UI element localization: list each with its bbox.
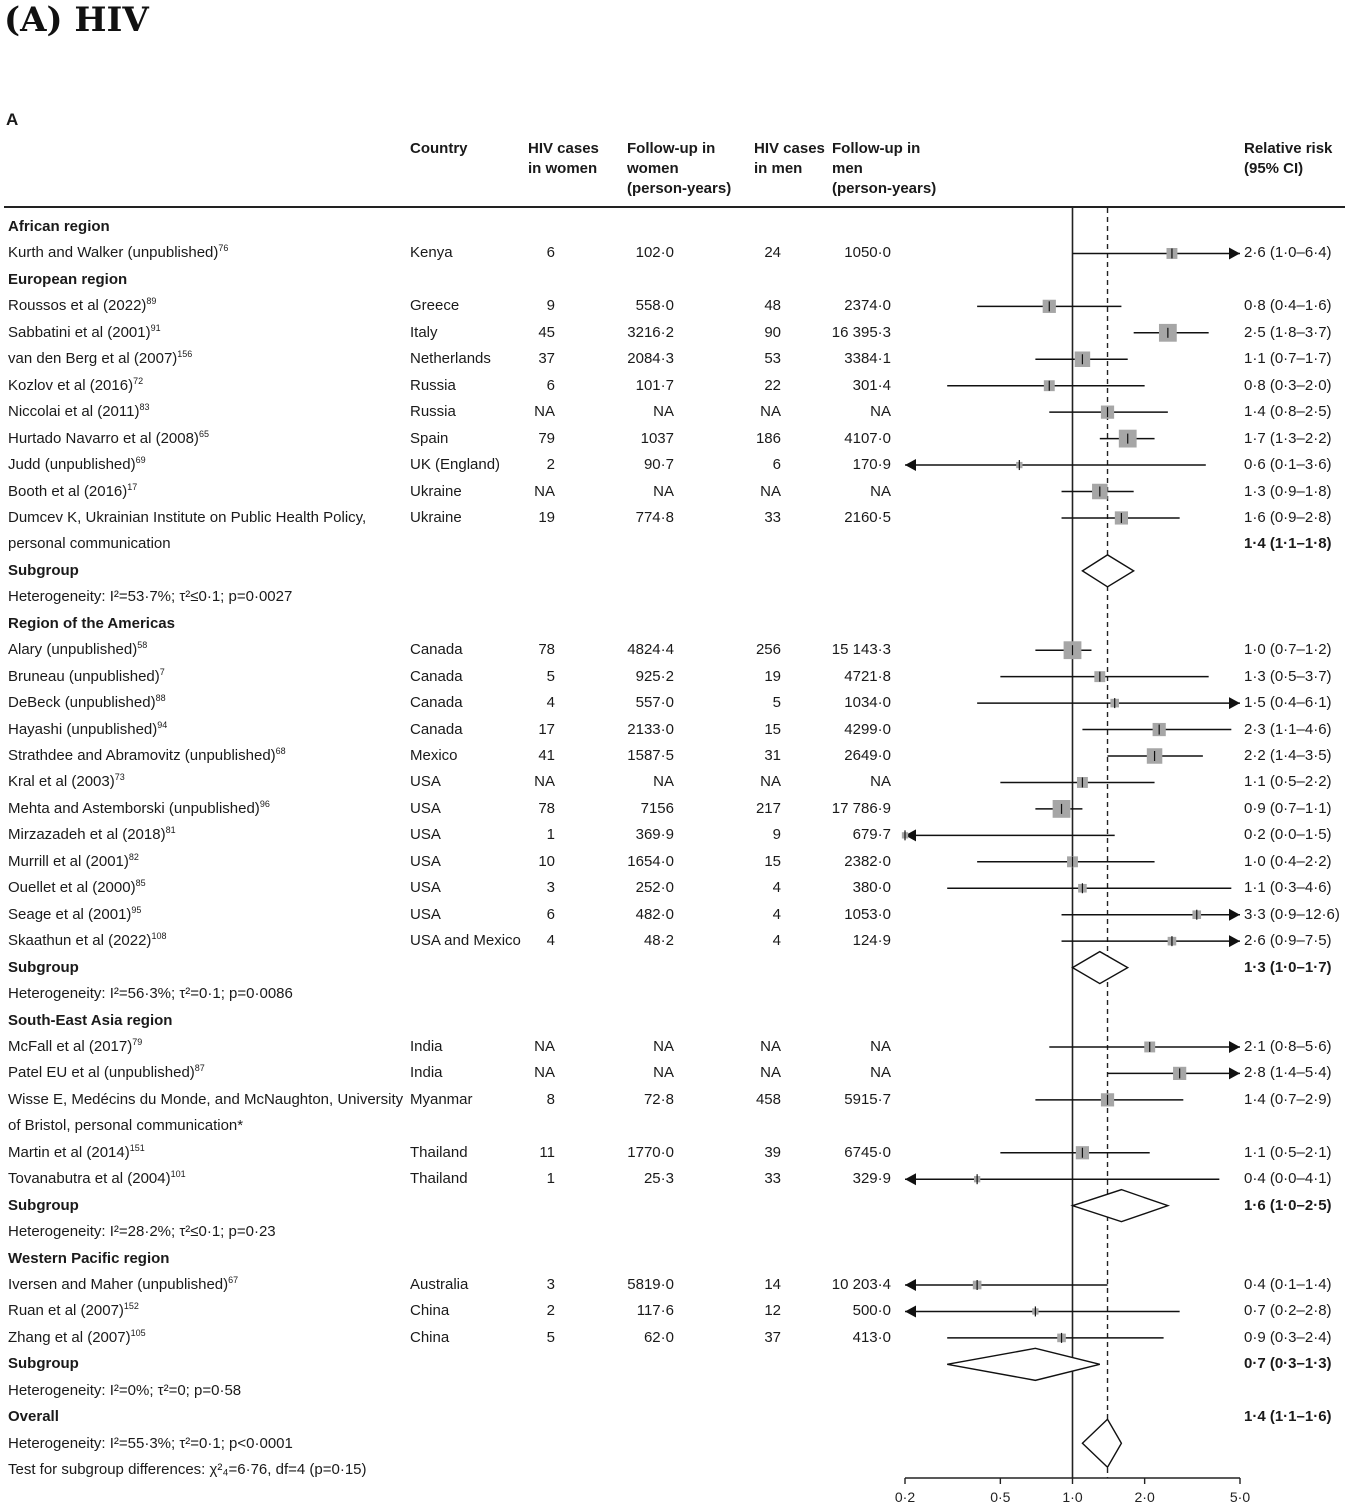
hiv-men-cell-text: 4 [772,879,781,897]
hiv-women-cell-text: 41 [538,747,555,764]
ci-arrow-left [905,1305,916,1317]
followup-women-cell-text: 48·2 [643,932,674,950]
hiv-men-cell-text: 33 [764,1170,781,1188]
relative-risk-cell-text: 2·3 (1·1–4·6) [1244,720,1332,738]
ci-arrow-right [1229,1067,1240,1079]
hiv-women-cell-text: 9 [546,297,555,315]
country-cell-text: USA [410,905,441,923]
country-cell-text: Ukraine [410,508,462,526]
followup-men-cell-text: 380·0 [852,879,891,897]
hiv-women-cell-text: 78 [538,799,555,817]
followup-women-cell-text: 1654·0 [627,852,674,870]
hiv-men-cell-text: 24 [764,244,781,262]
hiv-women-cell-text: 37 [538,350,555,368]
hiv-men-cell-text: 14 [764,1276,781,1293]
hiv-men-cell-text: 31 [764,747,781,764]
followup-women-cell-text: 1587·5 [627,747,674,764]
country-cell-text: USA [410,773,441,791]
subgroup-label-text: Subgroup [8,1355,79,1373]
followup-women-cell-text: 62·0 [643,1328,674,1346]
relative-risk-cell-text: 1·3 (0·5–3·7) [1244,667,1332,685]
followup-women-cell-text: 102·0 [635,244,674,262]
study-name-text: Hurtado Navarro et al (2008) [8,429,199,447]
heterogeneity-text-text: Heterogeneity: I²=0%; τ²=0; p=0·58 [8,1381,242,1399]
country-cell-text: Kenya [410,244,453,262]
relative-risk-cell-text: 1·1 (0·5–2·2) [1244,773,1332,791]
country-cell-text: Russia [410,403,456,421]
study-name-text: McFall et al (2017) [8,1037,133,1055]
study-reference: 79 [132,1036,143,1047]
subgroup-diamond [1082,555,1133,587]
study-reference: 94 [157,719,168,730]
study-reference: 152 [123,1301,139,1312]
study-name-text: Roussos et al (2022) [8,297,147,315]
subgroup-label-text: Subgroup [8,561,79,579]
followup-men-cell-text: 3384·1 [844,350,891,368]
followup-men-cell-text: 329·9 [852,1170,891,1188]
country-cell-text: Mexico [410,747,458,764]
hiv-women-cell-text: 79 [538,429,555,447]
hiv-women-cell-text: 3 [546,1276,555,1293]
relative-risk-cell-text: 0·6 (0·1–3·6) [1244,456,1332,474]
country-cell-text: USA [410,879,441,897]
country-cell-text: USA [410,826,441,844]
overall-label-text: Overall [8,1408,59,1426]
panel-letter: A [6,110,19,129]
hiv-men-cell-text: 90 [764,323,781,341]
study-reference: 88 [155,693,166,704]
hiv-women-cell-text: NA [534,773,555,791]
followup-men-cell-text: 2382·0 [844,852,891,870]
study-reference: 101 [170,1169,186,1180]
relative-risk-cell-text: 0·7 (0·2–2·8) [1244,1302,1332,1320]
hiv-men-cell-text: 19 [764,667,781,685]
followup-women-cell-text: NA [653,482,674,500]
study-name-text: Zhang et al (2007) [8,1328,131,1346]
study-name-text: Seage et al (2001) [8,905,132,923]
study-name-text: Strathdee and Abramovitz (unpublished) [8,747,276,764]
ci-arrow-left [905,1279,916,1291]
header-hiv-women: HIV cases in women [528,140,599,177]
relative-risk-cell-text: 0·4 (0·0–4·1) [1244,1170,1332,1188]
country-cell-text: Greece [410,297,460,315]
hiv-women-cell-text: 8 [546,1090,555,1108]
followup-women-cell-text: NA [653,1064,674,1082]
hiv-men-cell-text: 37 [764,1328,781,1346]
study-reference: 67 [228,1275,239,1285]
relative-risk-cell-text: 0·9 (0·7–1·1) [1244,799,1332,817]
hiv-men-cell-text: 15 [764,852,781,870]
country-cell-text: Thailand [410,1170,468,1188]
country-cell-text: China [410,1302,450,1320]
region-heading-text: African region [8,218,110,235]
hiv-women-cell-text: 17 [538,720,555,738]
hiv-men-cell-text: 256 [755,641,781,659]
hiv-women-cell-text: 11 [539,1143,555,1161]
followup-women-cell-text: 90·7 [643,456,674,474]
header-hiv-men: HIV cases in men [754,140,825,177]
followup-men-cell-text: 1053·0 [844,905,891,923]
hiv-men-cell-text: 33 [764,508,781,526]
relative-risk-cell-text: 1·5 (0·4–6·1) [1244,694,1332,712]
followup-men-cell-text: 170·9 [852,456,891,474]
header-relative-risk: Relative risk (95% CI) [1244,140,1333,177]
study-reference: 65 [198,428,209,439]
header-followup-women: Follow-up in women (person-years) [627,140,732,197]
hiv-men-cell-text: 217 [755,799,781,817]
ci-arrow-right [1229,935,1240,947]
followup-men-cell-text: NA [870,403,891,421]
relative-risk-cell-text: 1·4 (0·8–2·5) [1244,403,1332,421]
followup-men-cell-text: 2374·0 [844,297,891,315]
study-reference: 7 [159,666,165,677]
followup-men-cell-text: NA [870,1064,891,1082]
followup-women-cell-text: 7156 [640,799,674,817]
followup-women-cell-text: NA [653,773,674,791]
hiv-men-cell-text: 48 [764,297,781,315]
study-name-text: Dumcev K, Ukrainian Institute on Public Health Policy, [8,508,367,526]
followup-women-cell-text: 558·0 [635,297,674,315]
followup-men-cell-text: 2160·5 [844,508,891,526]
study-name-text: Alary (unpublished) [8,641,138,659]
relative-risk-cell-text: 2·8 (1·4–5·4) [1244,1064,1332,1082]
study-name-text: Mirzazadeh et al (2018) [8,826,166,844]
study-name-continued-text: of Bristol, personal communication* [8,1117,244,1135]
followup-women-cell-text: 557·0 [635,694,674,712]
x-axis-tick-label: 0·5 [990,1489,1011,1505]
heterogeneity-text-text: Heterogeneity: I²=56·3%; τ²=0·1; p=0·0086 [8,985,293,1003]
study-reference: 91 [150,322,161,333]
hiv-women-cell-text: 5 [546,1328,555,1346]
hiv-women-cell-text: NA [534,1037,555,1055]
relative-risk-cell-text: 1·7 (1·3–2·2) [1244,429,1332,447]
followup-women-cell-text: 5819·0 [627,1276,674,1293]
country-cell-text: UK (England) [410,456,501,474]
relative-risk-cell-text: 1·3 (0·9–1·8) [1244,482,1332,500]
hiv-women-cell-text: 6 [546,905,555,923]
header-followup-men: Follow-up in men (person-years) [832,140,937,197]
relative-risk-cell-text: 0·4 (0·1–1·4) [1244,1276,1332,1293]
region-heading-text: European region [8,270,128,288]
study-reference: 156 [177,349,193,360]
hiv-women-cell-text: 5 [546,667,555,685]
followup-men-cell-text: 301·4 [852,376,891,394]
study-name-text: Skaathun et al (2022) [8,932,152,950]
followup-men-cell-text: 679·7 [852,826,891,844]
hiv-men-cell-text: 458 [755,1090,781,1108]
country-cell-text: China [410,1328,450,1346]
hiv-women-cell-text: 2 [546,1302,555,1320]
relative-risk-cell-text: 2·6 (1·0–6·4) [1244,244,1332,262]
subgroup-label-text: Subgroup [8,1196,79,1214]
country-cell-text: Canada [410,720,463,738]
country-cell-text: India [410,1064,443,1082]
country-cell-text: Canada [410,694,463,712]
study-name-text: Kral et al (2003) [8,773,115,791]
study-reference: 68 [275,746,286,756]
hiv-women-cell-text: 2 [546,456,555,474]
hiv-men-cell-text: 5 [772,694,781,712]
subgroup-diamond [947,1348,1100,1380]
study-reference: 58 [137,640,148,651]
hiv-women-cell-text: 4 [546,694,555,712]
study-name-text: Ruan et al (2007) [8,1302,124,1320]
country-cell-text: Canada [410,667,463,685]
subgroup-diamond [1073,952,1128,984]
followup-men-cell-text: 413·0 [852,1328,891,1346]
study-name-text: Iversen and Maher (unpublished) [8,1276,229,1293]
country-cell-text: Italy [410,323,438,341]
followup-women-cell-text: 25·3 [643,1170,674,1188]
study-name-text: Ouellet et al (2000) [8,879,136,897]
hiv-men-cell-text: 4 [772,905,781,923]
study-name-text: Murrill et al (2001) [8,852,129,870]
followup-women-cell-text: 2084·3 [627,350,674,368]
relative-risk-cell-text: 2·5 (1·8–3·7) [1244,323,1332,341]
study-reference: 108 [151,931,167,942]
followup-women-cell-text: 1037 [640,429,674,447]
hiv-men-cell-text: 53 [764,350,781,368]
hiv-women-cell-text: 78 [538,641,555,659]
pooled-relative-risk-text: 1·4 (1·1–1·6) [1244,1408,1332,1426]
country-cell-text: Australia [410,1276,469,1293]
followup-men-cell-text: 124·9 [852,932,891,950]
hiv-women-cell-text: 3 [546,879,555,897]
followup-women-cell-text: 1770·0 [627,1143,674,1161]
ci-arrow-right [1229,1041,1240,1053]
study-name-continued-text: personal communication [8,535,171,553]
country-cell-text: Thailand [410,1143,468,1161]
ci-arrow-right [1229,247,1240,259]
country-cell-text: USA [410,852,441,870]
subgroup-label-text: Subgroup [8,958,79,976]
heterogeneity-text-text: Heterogeneity: I²=53·7%; τ²≤0·1; p=0·0027 [8,588,293,606]
followup-women-cell-text: 101·7 [635,376,674,394]
study-reference: 76 [218,243,229,254]
header-country: Country [410,140,468,157]
study-name-text: Kurth and Walker (unpublished) [8,244,219,262]
study-name-text: Wisse E, Medécins du Monde, and McNaughton, University [8,1090,404,1108]
relative-risk-cell-text: 1·1 (0·5–2·1) [1244,1143,1332,1161]
followup-women-cell-text: 3216·2 [627,323,674,341]
study-reference: 96 [259,798,270,809]
pooled-relative-risk-text: 0·7 (0·3–1·3) [1244,1355,1332,1373]
ci-arrow-right [1229,909,1240,921]
hiv-men-cell-text: 22 [764,376,781,394]
hiv-men-cell-text: NA [760,482,781,500]
hiv-women-cell-text: 4 [546,932,555,950]
hiv-women-cell-text: NA [534,1064,555,1082]
hiv-men-cell-text: 12 [764,1302,781,1320]
x-axis-tick-label: 5·0 [1229,1489,1251,1505]
region-heading-text: Western Pacific region [8,1249,170,1267]
country-cell-text: Ukraine [410,482,462,500]
followup-men-cell-text: 500·0 [852,1302,891,1320]
relative-risk-cell-text: 3·3 (0·9–12·6) [1244,905,1340,923]
x-axis-tick-label: 0·2 [894,1489,916,1505]
relative-risk-cell-text: 0·2 (0·0–1·5) [1244,826,1332,844]
followup-men-cell-text: 1034·0 [844,694,891,712]
hiv-women-cell-text: 45 [538,323,555,341]
relative-risk-cell-text: 1·6 (0·9–2·8) [1244,508,1332,526]
region-heading-text: South-East Asia region [8,1011,173,1029]
hiv-men-cell-text: NA [760,1037,781,1055]
hiv-men-cell-text: 9 [772,826,781,844]
followup-men-cell-text: 1050·0 [844,244,891,262]
study-name-text: Kozlov et al (2016) [8,376,134,394]
hiv-men-cell-text: NA [760,1064,781,1082]
study-reference: 17 [127,481,138,492]
country-cell-text: USA and Mexico [410,932,521,950]
followup-women-cell-text: 4824·4 [627,641,674,659]
hiv-women-cell-text: 10 [538,852,555,870]
relative-risk-cell-text: 1·1 (0·3–4·6) [1244,879,1332,897]
relative-risk-cell-text: 2·2 (1·4–3·5) [1244,747,1332,764]
followup-men-cell-text: 17 786·9 [831,799,891,817]
relative-risk-cell-text: 1·1 (0·7–1·7) [1244,350,1332,368]
ci-arrow-left [905,459,916,471]
overall-diamond [1082,1419,1121,1467]
hiv-men-cell-text: 39 [764,1143,781,1161]
study-name-text: Hayashi (unpublished) [8,720,158,738]
followup-men-cell-text: 15 143·3 [831,641,891,659]
hiv-women-cell-text: 1 [546,826,555,844]
followup-men-cell-text: 4299·0 [844,720,891,738]
followup-men-cell-text: 10 203·4 [831,1276,891,1293]
followup-men-cell-text: 6745·0 [844,1143,891,1161]
study-reference: 72 [133,375,144,386]
followup-women-cell-text: 72·8 [643,1090,674,1108]
study-reference: 81 [165,825,176,836]
followup-men-cell-text: 4107·0 [844,429,891,447]
study-reference: 85 [135,878,146,889]
hiv-men-cell-text: NA [760,403,781,421]
relative-risk-cell-text: 2·1 (0·8–5·6) [1244,1037,1332,1055]
ci-arrow-left [905,1173,916,1185]
study-name-text: DeBeck (unpublished) [8,694,156,712]
country-cell-text: India [410,1037,443,1055]
followup-men-cell-text: 5915·7 [844,1090,891,1108]
hiv-men-cell-text: 15 [764,720,781,738]
followup-men-cell-text: NA [870,773,891,791]
study-name-text: Niccolai et al (2011) [8,403,140,421]
followup-women-cell-text: 925·2 [635,667,674,685]
followup-women-cell-text: 482·0 [635,905,674,923]
followup-men-cell-text: NA [870,1037,891,1055]
study-name-text: Martin et al (2014) [8,1143,130,1161]
study-reference: 87 [194,1063,205,1074]
hiv-women-cell-text: 1 [546,1170,555,1188]
followup-women-cell-text: 252·0 [635,879,674,897]
study-reference: 105 [130,1327,146,1338]
followup-women-cell-text: 117·6 [636,1302,674,1320]
followup-women-cell-text: 2133·0 [627,720,674,738]
study-reference: 89 [146,296,157,307]
x-axis-tick-label: 2·0 [1134,1489,1155,1505]
study-name-text: Judd (unpublished) [8,456,136,474]
study-name-text: Sabbatini et al (2001) [8,323,151,341]
study-reference: 83 [139,402,150,413]
followup-men-cell-text: 4721·8 [844,667,891,685]
followup-women-cell-text: 774·8 [635,508,674,526]
country-cell-text: Canada [410,641,463,659]
followup-women-cell-text: NA [653,1037,674,1055]
study-name-text: Tovanabutra et al (2004) [8,1170,171,1188]
study-reference: 82 [128,851,139,862]
heterogeneity-text-text: Heterogeneity: I²=28·2%; τ²≤0·1; p=0·23 [8,1223,276,1241]
followup-men-cell-text: NA [870,482,891,500]
study-reference: 95 [131,904,142,915]
region-heading-text: Region of the Americas [8,614,175,632]
relative-risk-cell-text: 0·9 (0·3–2·4) [1244,1328,1332,1346]
relative-risk-cell-text: 1·4 (0·7–2·9) [1244,1090,1332,1108]
study-name-text: Mehta and Astemborski (unpublished) [8,799,260,817]
hiv-men-cell-text: NA [760,773,781,791]
relative-risk-cell-text: 0·8 (0·3–2·0) [1244,376,1332,394]
study-name-text: Booth et al (2016) [8,482,128,500]
x-axis-tick-label: 1·0 [1062,1489,1083,1505]
study-reference: 73 [114,772,125,783]
country-cell-text: Myanmar [410,1090,473,1108]
relative-risk-cell-text: 0·8 (0·4–1·6) [1244,297,1332,315]
hiv-women-cell-text: 19 [538,508,555,526]
pooled-relative-risk-text: 1·6 (1·0–2·5) [1244,1196,1332,1214]
study-reference: 151 [129,1142,145,1153]
study-name-text: Bruneau (unpublished) [8,667,160,685]
hiv-women-cell-text: NA [534,403,555,421]
pooled-relative-risk-text: 1·3 (1·0–1·7) [1244,958,1332,976]
country-cell-text: USA [410,799,441,817]
hiv-men-cell-text: 186 [755,429,781,447]
followup-women-cell-text: 369·9 [635,826,674,844]
study-name-text: Patel EU et al (unpublished) [8,1064,195,1082]
heterogeneity-text-text: Heterogeneity: I²=55·3%; τ²=0·1; p<0·0001 [8,1434,293,1452]
hiv-women-cell-text: 6 [546,244,555,262]
relative-risk-cell-text: 1·0 (0·4–2·2) [1244,852,1332,870]
hiv-women-cell-text: 6 [546,376,555,394]
study-name-text: van den Berg et al (2007) [8,350,178,368]
relative-risk-cell-text: 1·4 (1·1–1·8) [1244,535,1332,553]
heterogeneity-text-text: Test for subgroup differences: χ²₄=6·76, df=4 (p=0·15) [8,1461,367,1479]
country-cell-text: Spain [410,429,449,447]
study-reference: 69 [135,455,146,466]
followup-men-cell-text: 16 395·3 [831,323,891,341]
figure-title: (A) HIV [4,0,149,40]
ci-arrow-right [1229,697,1240,709]
hiv-men-cell-text: 6 [772,456,781,474]
hiv-men-cell-text: 4 [772,932,781,950]
country-cell-text: Russia [410,376,456,394]
followup-women-cell-text: NA [653,403,674,421]
hiv-women-cell-text: NA [534,482,555,500]
relative-risk-cell-text: 2·6 (0·9–7·5) [1244,932,1332,950]
relative-risk-cell-text: 1·0 (0·7–1·2) [1244,641,1332,659]
followup-men-cell-text: 2649·0 [844,747,891,764]
country-cell-text: Netherlands [410,350,491,368]
subgroup-diamond [1073,1190,1168,1222]
